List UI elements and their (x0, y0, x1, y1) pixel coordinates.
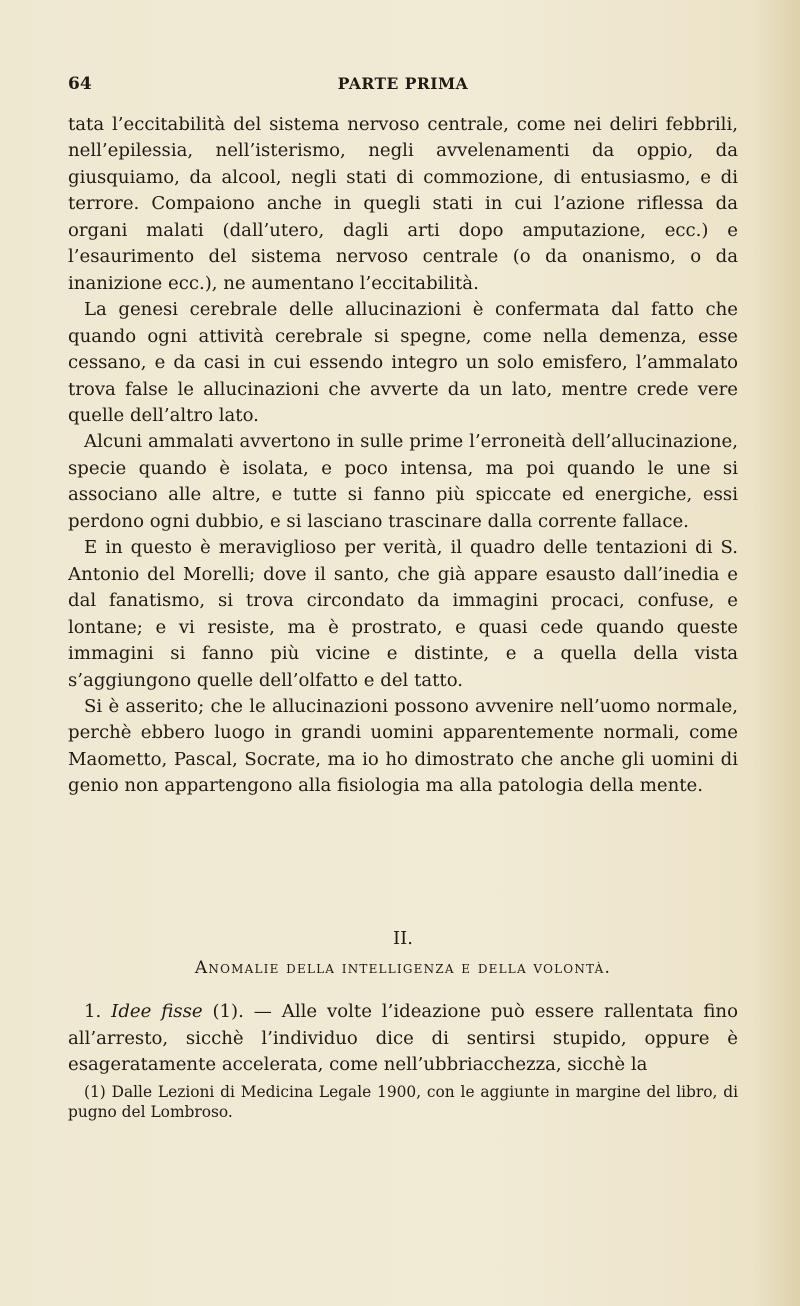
footnote: (1) Dalle Lezioni di Medicina Legale 1900, con le aggiunte in margine del libro, di pugno del Lombroso. (68, 1083, 738, 1121)
page-header (68, 74, 738, 98)
section-body (68, 999, 738, 1079)
running-head: PARTE PRIMA (337, 74, 469, 93)
paragraph-5: Si è asserito; che le allucinazioni possono avvenire nell’uomo normale, perchè ebbero luogo in grandi uomini apparentemente normali, come Maometto, Pascal, Socrate, ma io ho dimostrato che anche gli uomini di genio non appartengono alla fisiologia ma alla patologia della mente. (68, 695, 738, 797)
section-paragraph (68, 999, 738, 1079)
item-note-ref: (1). (212, 1001, 244, 1022)
item-title: Idee fisse (111, 1001, 203, 1022)
paragraph-3: Alcuni ammalati avvertono in sulle prime l’erroneità dell’allucinazione, specie quando è isolata, e poco intensa, ma poi quando le une si associano alle altre, e tutte si fanno più spiccate ed energiche, essi perdono ogni dubbio, e si lasciano trascinare dalla corrente fallace. (68, 431, 738, 532)
body-text (68, 112, 738, 800)
section-title: Anomalie della intelligenza e della volontà. (194, 958, 612, 978)
item-number: 1. (84, 1001, 102, 1022)
paragraph-4: E in questo è meraviglioso per verità, il quadro delle tentazioni di S. Antonio del Morelli; dove il santo, che già appare esausto dall’inedia e dal fanatismo, si trova circondato da immagini procaci, confuse, e lontane; e vi resiste, ma è prostrato, e quasi cede quando queste immagini si fanno più vicine e distinte, e a quella della vista s’aggiungono quelle dell’olfatto e del tatto. (68, 537, 738, 691)
paragraph-1: tata l’eccitabilità del sistema nervoso centrale, come nei deliri febbrili, nell’epilessia, nell’isterismo, negli avvelenamenti da oppio, da giusquiamo, da alcool, negli stati di commozione, di entusiasmo, e di terrore. Compaiono anche in quegli stati in cui l’azione riflessa da organi malati (dall’utero, dagli arti dopo amputazione, ecc.) e l’esaurimento del sistema nervoso centrale (o da onanismo, o da inanizione ecc.), ne aumentano l’eccitabilità. (68, 114, 738, 294)
page-number: 64 (68, 74, 92, 94)
item-text: — Alle volte l’ideazione può essere rallentata fino all’arresto, sicchè l’individuo dice di sentirsi stupido, oppure è esageratamente accelerata, come nell’ubbriacchezza, sicchè la (68, 1001, 738, 1076)
section-number: II. (393, 928, 413, 949)
paragraph-2: La genesi cerebrale delle allucinazioni è confermata dal fatto che quando ogni attività cerebrale si spegne, come nella demenza, esse cessano, e da casi in cui essendo integro un solo emisfero, l’ammalato trova false le allucinazioni che avverte da un lato, mentre crede vere quelle dell’altro lato. (68, 299, 738, 426)
